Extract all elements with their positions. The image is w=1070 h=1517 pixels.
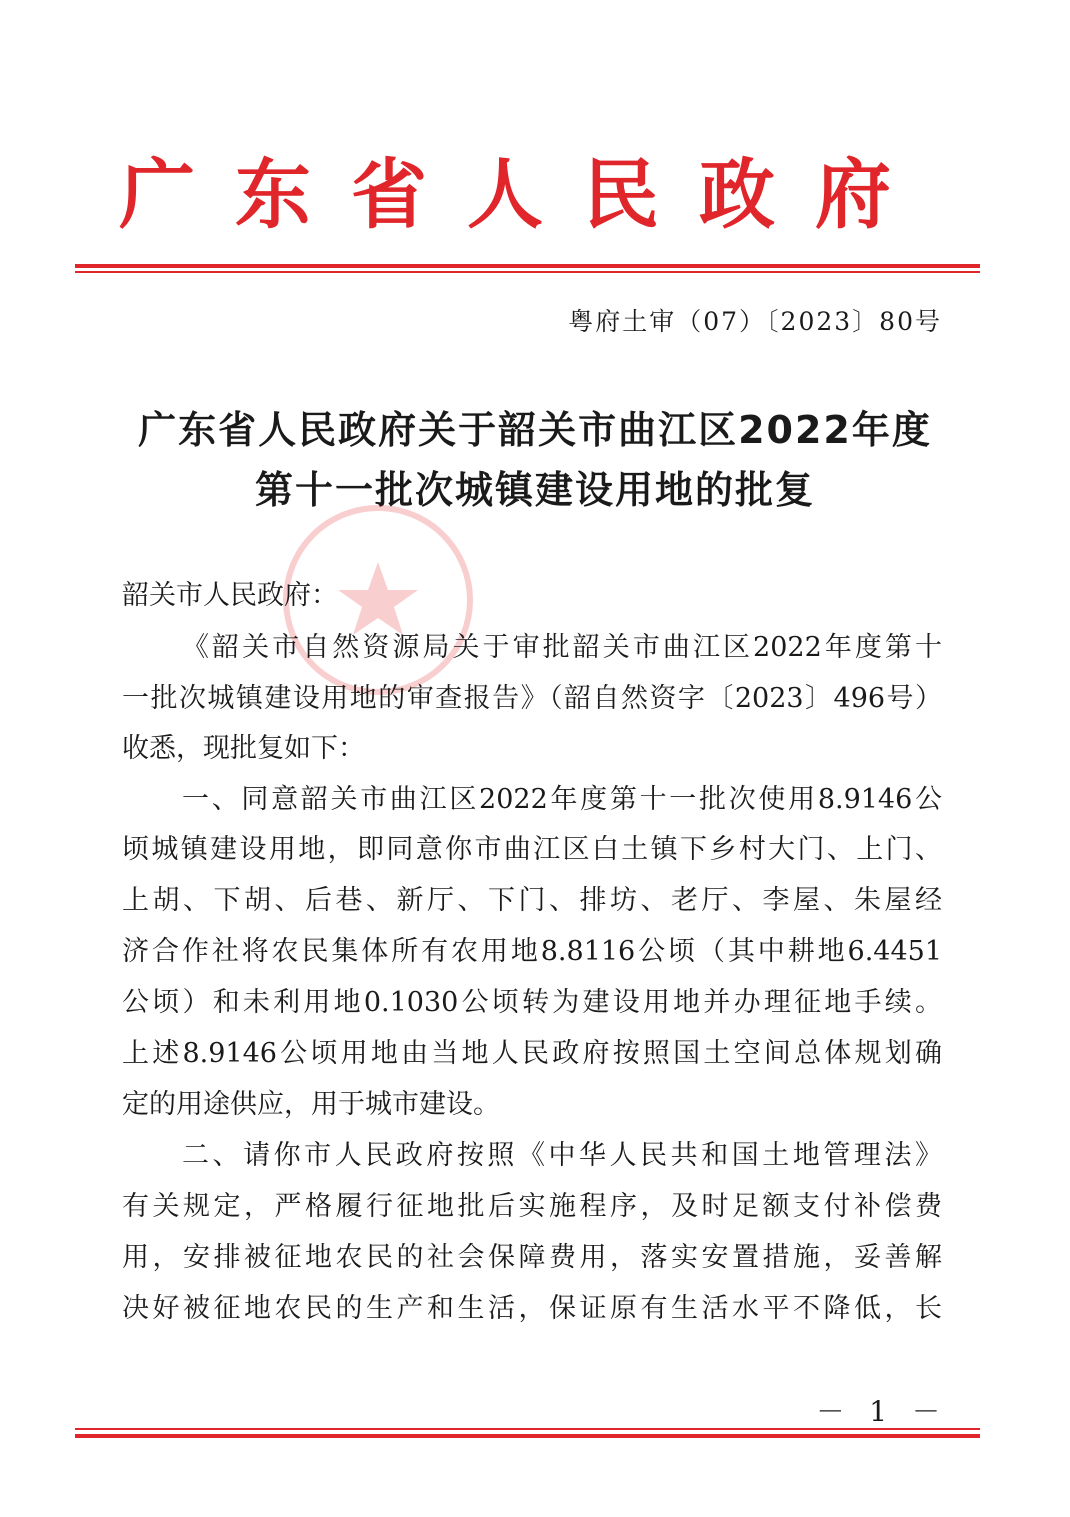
addressee: 韶关市人民政府： bbox=[122, 580, 338, 611]
issuer-masthead: 广东省人民政府 bbox=[119, 150, 931, 239]
document-number: 粤府土审（07）〔2023〕80号 bbox=[568, 307, 942, 336]
body-line: 上胡、下胡、后巷、新厅、下门、排坊、老厅、李屋、朱屋经 bbox=[122, 885, 942, 916]
title-line-1: 广东省人民政府关于韶关市曲江区2022年度 bbox=[138, 408, 932, 452]
body-line: 一、同意韶关市曲江区2022年度第十一批次使用8.9146公 bbox=[182, 784, 942, 815]
header-rule-thin bbox=[75, 271, 980, 273]
body-line: 一批次城镇建设用地的审查报告》（韶自然资字〔2023〕496号） bbox=[122, 683, 942, 714]
title-line-2: 第十一批次城镇建设用地的批复 bbox=[254, 468, 815, 512]
body-line: 决好被征地农民的生产和生活，保证原有生活水平不降低，长 bbox=[122, 1293, 942, 1324]
body-line: 收悉，现批复如下： bbox=[122, 733, 365, 764]
body-line: 公顷）和未利用地0.1030公顷转为建设用地并办理征地手续。 bbox=[122, 987, 942, 1018]
page-number: － 1 － bbox=[816, 1395, 948, 1428]
body-line: 济合作社将农民集体所有农用地8.8116公顷（其中耕地6.4451 bbox=[122, 936, 942, 967]
footer-rule-thin bbox=[75, 1428, 980, 1430]
body-line: 顷城镇建设用地，即同意你市曲江区白土镇下乡村大门、上门、 bbox=[122, 834, 942, 865]
body-line: 用，安排被征地农民的社会保障费用，落实安置措施，妥善解 bbox=[122, 1242, 942, 1273]
body-line: 二、请你市人民政府按照《中华人民共和国土地管理法》 bbox=[182, 1140, 942, 1171]
footer-rule-thick bbox=[75, 1434, 980, 1438]
body-line: 《韶关市自然资源局关于审批韶关市曲江区2022年度第十 bbox=[182, 632, 942, 663]
body-line: 有关规定，严格履行征地批后实施程序，及时足额支付补偿费 bbox=[122, 1191, 942, 1222]
header-rule-thick bbox=[75, 264, 980, 268]
body-line: 定的用途供应，用于城市建设。 bbox=[122, 1089, 500, 1120]
body-line: 上述8.9146公顷用地由当地人民政府按照国土空间总体规划确 bbox=[122, 1038, 942, 1069]
